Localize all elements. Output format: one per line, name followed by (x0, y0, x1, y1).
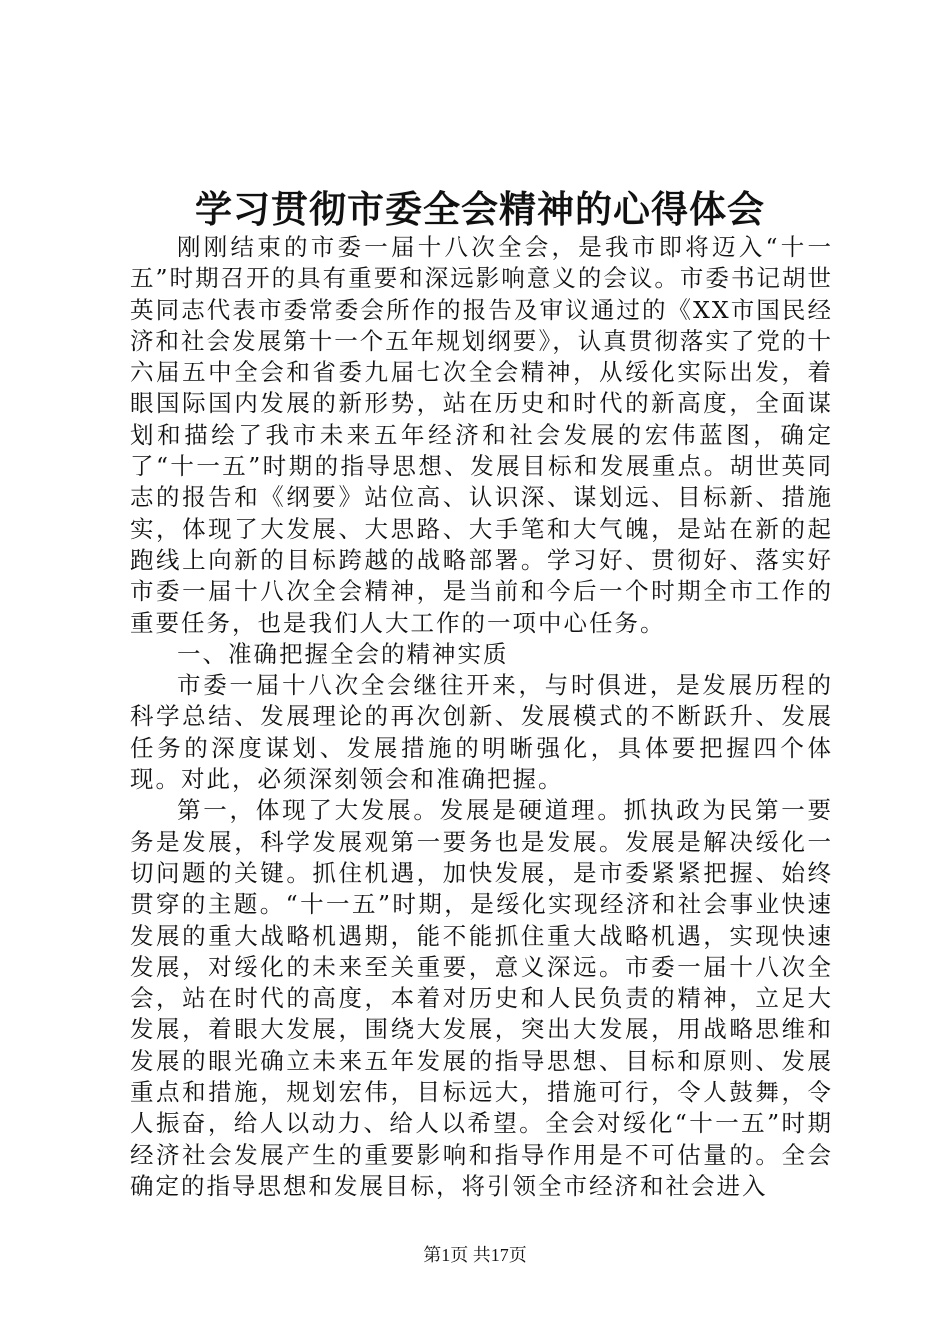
document-title: 学习贯彻市委全会精神的心得体会 (195, 187, 765, 231)
page-number-footer: 第1页 共17页 (423, 1245, 527, 1265)
paragraph-first-point: 第一，体现了大发展。发展是硬道理。抓执政为民第一要务是发展，科学发展观第一要务也是发展。发展是解决绥化一切问题的关键。抓住机遇，加快发展，是市委紧紧把握、始终贯穿的主题。“十一五”时期，是绥化实现经济和社会事业快速发展的重大战略机遇期，能不能抓住重大战略机遇，实现快速发展，对绥化的未来至关重要，意义深远。市委一届十八次全会，站在时代的高度，本着对历史和人民负责的精神，立足大发展，着眼大发展，围绕大发展，突出大发展，用战略思维和发展的眼光确立未来五年发展的指导思想、目标和原则、发展重点和措施，规划宏伟，目标远大，措施可行，令人鼓舞，令人振奋，给人以动力、给人以希望。全会对绥化“十一五”时期经济社会发展产生的重要影响和指导作用是不可估量的。全会确定的指导思想和发展目标，将引领全市经济和社会进入 (130, 796, 833, 1200)
document-body (130, 232, 833, 1202)
paragraph-section-intro: 市委一届十八次全会继往开来，与时俱进，是发展历程的科学总结、发展理论的再次创新、发展模式的不断跃升、发展任务的深度谋划、发展措施的明晰强化，具体要把握四个体现。对此，必须深刻领会和准确把握。 (130, 671, 833, 794)
paragraph-intro: 刚刚结束的市委一届十八次全会，是我市即将迈入“十一五”时期召开的具有重要和深远影响意义的会议。市委书记胡世英同志代表市委常委会所作的报告及审议通过的《XX市国民经济和社会发展第十一个五年规划纲要》，认真贯彻落实了党的十六届五中全会和省委九届七次全会精神，从绥化实际出发，着眼国际国内发展的新形势，站在历史和时代的新高度，全面谋划和描绘了我市未来五年经济和社会发展的宏伟蓝图，确定了“十一五”时期的指导思想、发展目标和发展重点。胡世英同志的报告和《纲要》站位高、认识深、谋划远、目标新、措施实，体现了大发展、大思路、大手笔和大气魄，是站在新的起跑线上向新的目标跨越的战略部署。学习好、贯彻好、落实好市委一届十八次全会精神，是当前和今后一个时期全市工作的重要任务，也是我们人大工作的一项中心任务。 (130, 233, 833, 637)
section-heading: 一、准确把握全会的精神实质 (177, 639, 509, 668)
